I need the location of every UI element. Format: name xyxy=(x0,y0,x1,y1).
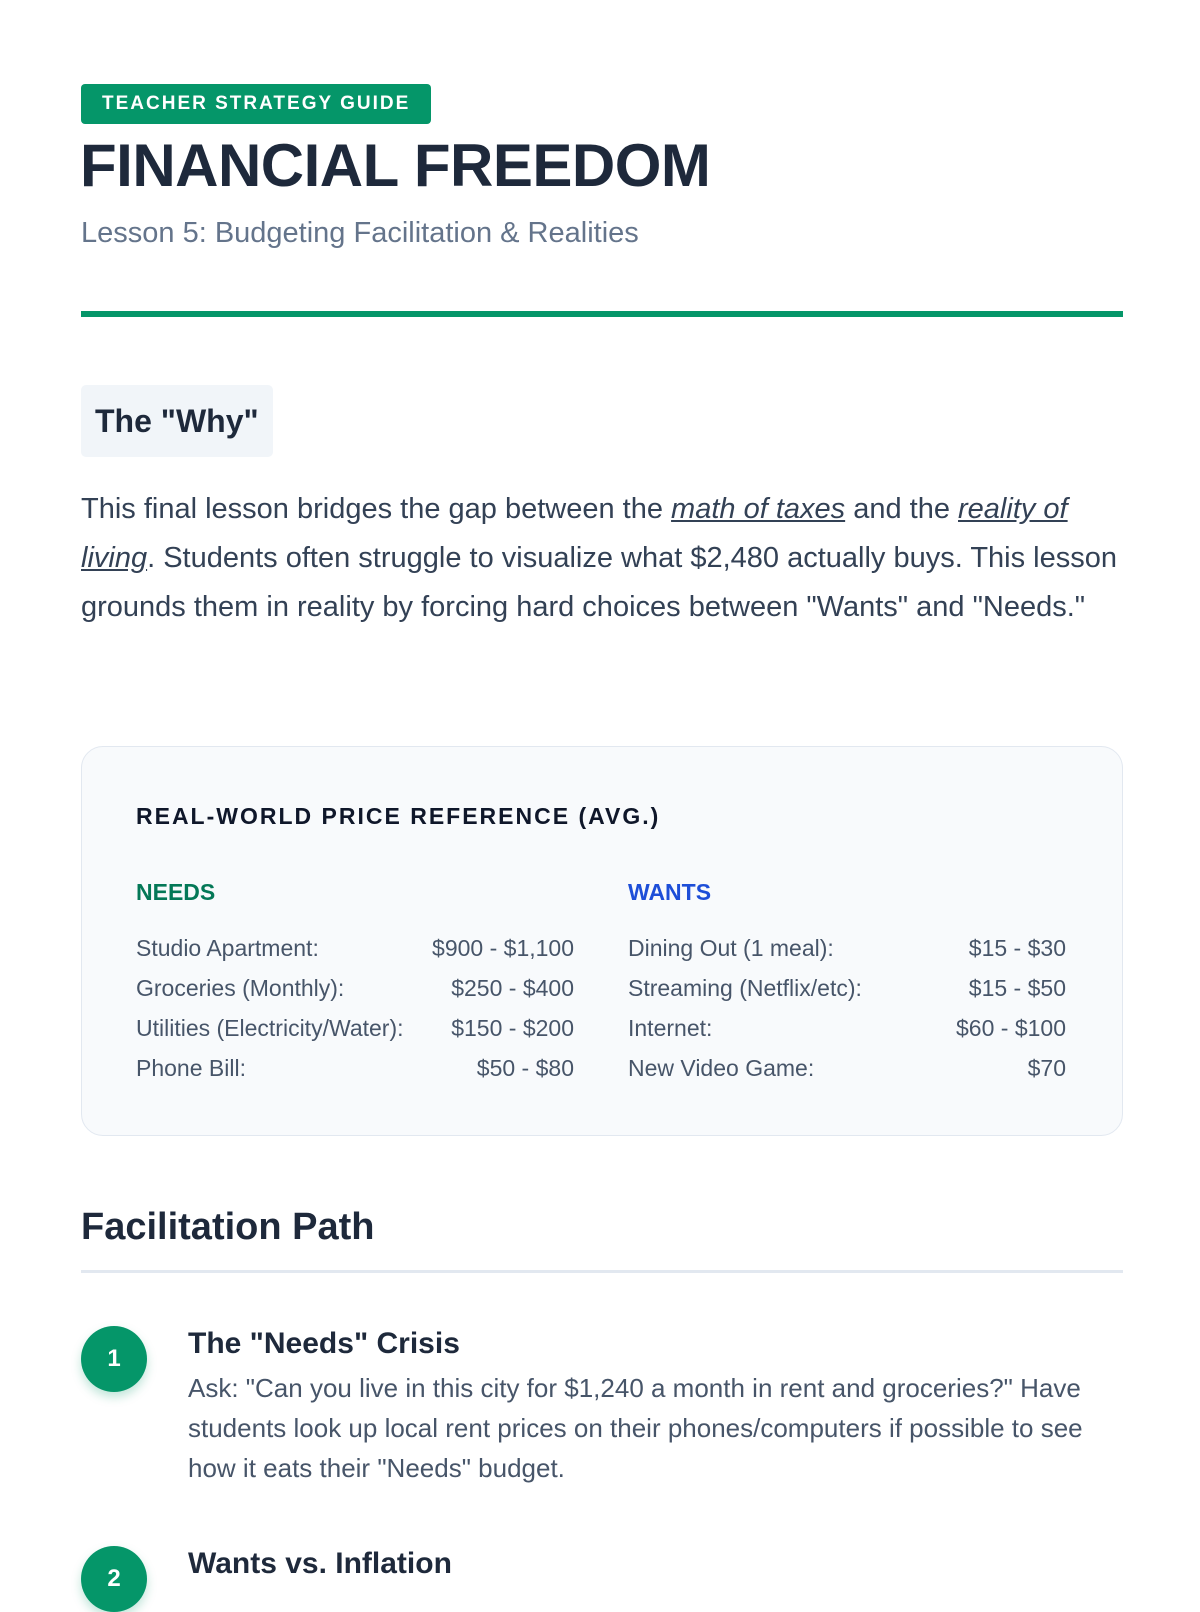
math-of-taxes-emphasis: math of taxes xyxy=(671,493,846,525)
why-heading: The "Why" xyxy=(81,385,273,457)
wants-list xyxy=(628,928,1066,1088)
why-text-2: and the xyxy=(845,493,959,525)
facilitation-title: Facilitation Path xyxy=(81,1206,375,1248)
price-value: $15 - $50 xyxy=(968,975,1066,1001)
lesson-subtitle: Lesson 5: Budgeting Facilitation & Realities xyxy=(81,217,639,249)
price-value: $50 - $80 xyxy=(476,1055,574,1081)
step-number-badge: 1 xyxy=(81,1326,147,1392)
reality-of-living-emphasis: reality of living xyxy=(81,493,1068,574)
step-description: Ask: "Can you live in this city for $1,240 a month in rent and groceries?" Have students look up local rent prices on their phones/computers if possible to see how it eats their "Needs" budget. xyxy=(188,1373,1083,1483)
price-row xyxy=(628,1048,1066,1088)
price-value: $70 xyxy=(1027,1055,1066,1081)
price-label: Streaming (Netflix/etc): xyxy=(628,975,862,1001)
price-row xyxy=(628,968,1066,1008)
step-title: The "Needs" Crisis xyxy=(188,1327,460,1360)
price-label: Phone Bill: xyxy=(136,1055,246,1081)
wants-column xyxy=(628,877,1066,1088)
price-reference-title: REAL-WORLD PRICE REFERENCE (AVG.) xyxy=(136,803,661,829)
why-paragraph xyxy=(81,485,1131,632)
wants-heading: WANTS xyxy=(628,879,712,905)
why-text-3: . Students often struggle to visualize what $2,480 actually buys. This lesson grounds them in reality by forcing hard choices between "Wants" and "Needs." xyxy=(81,542,1118,623)
price-label: Utilities (Electricity/Water): xyxy=(136,1015,404,1041)
price-value: $15 - $30 xyxy=(968,935,1066,961)
price-label: New Video Game: xyxy=(628,1055,815,1081)
price-label: Dining Out (1 meal): xyxy=(628,935,834,961)
needs-list xyxy=(136,928,574,1088)
needs-heading: NEEDS xyxy=(136,879,216,905)
price-value: $900 - $1,100 xyxy=(432,935,574,961)
price-value: $60 - $100 xyxy=(956,1015,1066,1041)
why-text-1: This final lesson bridges the gap between the xyxy=(81,493,672,525)
step-title: Wants vs. Inflation xyxy=(188,1547,452,1580)
needs-column xyxy=(136,877,574,1088)
price-row xyxy=(628,928,1066,968)
price-reference-card xyxy=(81,746,1123,1136)
price-value: $150 - $200 xyxy=(451,1015,574,1041)
price-value: $250 - $400 xyxy=(451,975,574,1001)
price-row xyxy=(136,1008,574,1048)
section-divider xyxy=(81,1270,1123,1273)
price-label: Studio Apartment: xyxy=(136,935,319,961)
price-row xyxy=(136,1048,574,1088)
price-label: Groceries (Monthly): xyxy=(136,975,345,1001)
page-title: FINANCIAL FREEDOM xyxy=(80,132,711,199)
price-row xyxy=(136,968,574,1008)
price-row xyxy=(136,928,574,968)
price-label: Internet: xyxy=(628,1015,713,1041)
header-divider xyxy=(81,311,1123,317)
step-number-badge: 2 xyxy=(81,1546,147,1612)
guide-badge: TEACHER STRATEGY GUIDE xyxy=(81,84,431,124)
price-row xyxy=(628,1008,1066,1048)
